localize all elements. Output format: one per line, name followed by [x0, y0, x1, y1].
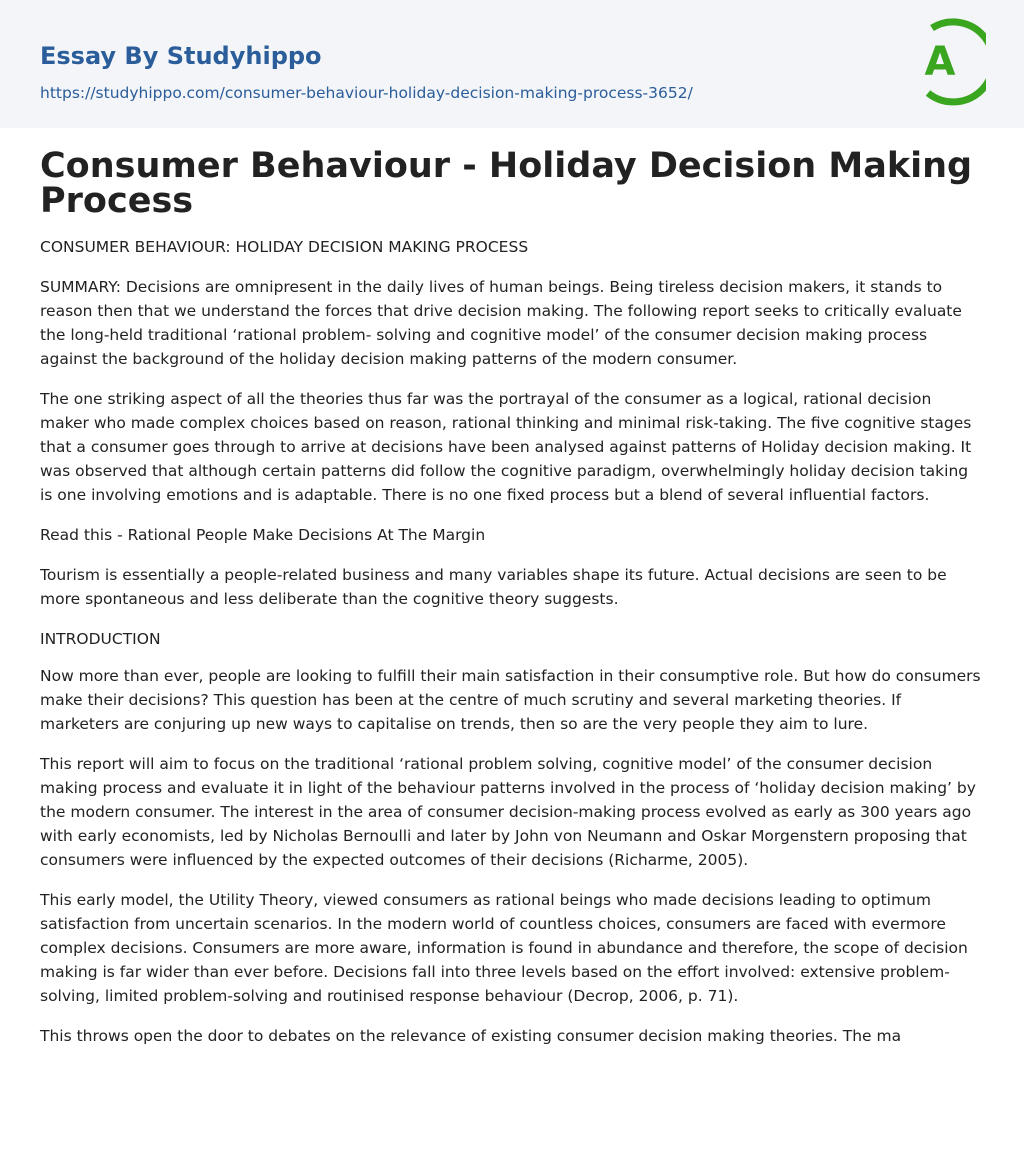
article-url-link[interactable]: https://studyhippo.com/consumer-behaviour-holiday-decision-making-process-3652/ [40, 84, 693, 102]
studyhippo-logo-icon[interactable] [914, 18, 986, 106]
article-subtitle: CONSUMER BEHAVIOUR: HOLIDAY DECISION MAKING PROCESS [40, 238, 529, 256]
theories-paragraph: The one striking aspect of all the theories thus far was the portrayal of the consumer as a logical, rational decision maker who made complex choices based on reason, rational thinking and minimal risk-taking. The five cognitive stages that a consumer goes through to arrive at decisions have been analysed against patterns of Holiday decision making. It was observed that although certain patterns did follow the cognitive paradigm, overwhelmingly holiday decision taking is one involving emotions and is adaptable. There is no one fixed process but a blend of several influential factors. [40, 390, 972, 504]
page-title: Consumer Behaviour - Holiday Decision Making Process [40, 146, 973, 221]
site-header [0, 0, 1024, 128]
utility-theory-paragraph: This early model, the Utility Theory, viewed consumers as rational beings who made decisions leading to optimum satisfaction from uncertain scenarios. In the modern world of countless choices, consumers are faced with evermore complex decisions. Consumers are more aware, information is found in abundance and therefore, the scope of decision making is far wider than ever before. Decisions fall into three levels based on the effort involved: extensive problem-solving, limited problem-solving and routinised response behaviour (Decrop, 2006, p. 71). [40, 891, 968, 1005]
site-title[interactable]: Essay By Studyhippo [40, 42, 322, 70]
summary-paragraph: SUMMARY: Decisions are omnipresent in the daily lives of human beings. Being tireless decision makers, it stands to reason then that we understand the forces that drive decision making. The following report seeks to critically evaluate the long-held traditional ‘rational problem- solving and cognitive model’ of the consumer decision making process against the background of the holiday decision making patterns of the modern consumer. [40, 278, 962, 368]
logo-letter: A [924, 39, 956, 85]
tourism-paragraph: Tourism is essentially a people-related business and many variables shape its future. Actual decisions are seen to be more spontaneous and less deliberate than the cognitive theory suggests. [40, 566, 947, 608]
debate-paragraph: This throws open the door to debates on the relevance of existing consumer decision making theories. The ma [40, 1027, 902, 1045]
read-this-link[interactable]: Read this - Rational People Make Decisions At The Margin [40, 526, 486, 544]
introduction-heading: INTRODUCTION [40, 630, 161, 648]
report-paragraph: This report will aim to focus on the traditional ‘rational problem solving, cognitive model’ of the consumer decision making process and evaluate it in light of the behaviour patterns involved in the process of ‘holiday decision making’ by the modern consumer. The interest in the area of consumer decision-making process evolved as early as 300 years ago with early economists, led by Nicholas Bernoulli and later by John von Neumann and Oskar Morgenstern proposing that consumers were influenced by the expected outcomes of their decisions (Richarme, 2005). [40, 755, 976, 869]
intro-paragraph: Now more than ever, people are looking to fulfill their main satisfaction in their consumptive role. But how do consumers make their decisions? This question has been at the centre of much scrutiny and several marketing theories. If marketers are conjuring up new ways to capitalise on trends, then so are the very people they aim to lure. [40, 667, 981, 733]
article-body [0, 146, 1024, 1048]
